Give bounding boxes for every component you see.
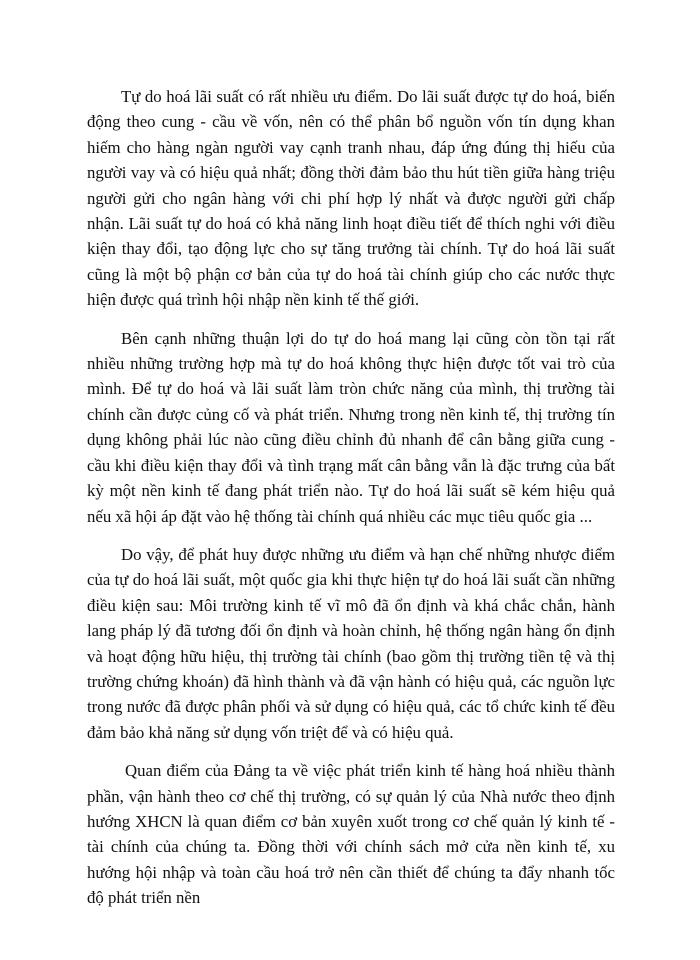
paragraph-liberalization-conditions: Do vậy, để phát huy được những ưu điểm và hạn chế những nhược điểm của tự do hoá lãi suất, một quốc gia khi thực hiện tự do hoá lãi suất cần những điều kiện sau: Môi trường kinh tế vĩ mô đã ổn định và khá chắc chắn, hành lang pháp lý đã tương đối ổn định và hoàn chỉnh, hệ thống ngân hàng ổn định và hoạt động hữu hiệu, thị trường tài chính (bao gồm thị trường tiền tệ và thị trường chứng khoán) đã hình thành và đã vận hành có hiệu quả, các nguồn lực trong nước đã được phân phối và sử dụng có hiệu quả, các tổ chức kinh tế đều đảm bảo khả năng sử dụng vốn triệt để và có hiệu quả. xyxy=(87,544,615,742)
paragraph-interest-rate-liberalization-advantages: Tự do hoá lãi suất có rất nhiều ưu điểm. Do lãi suất được tự do hoá, biến động theo cung - cầu về vốn, nên có thể phân bổ nguồn vốn tín dụng khan hiếm cho hàng ngàn người vay cạnh tranh nhau, đáp ứng đúng thị hiếu của người vay và có hiệu quả nhất; đồng thời đảm bảo thu hút tiền giữa hàng triệu người gửi cho ngân hàng với chi phí hợp lý nhất và được người gửi chấp nhận. Lãi suất tự do hoá có khả năng linh hoạt điều tiết để thích nghi với điều kiện thay đổi, tạo động lực cho sự tăng trưởng tài chính. Tự do hoá lãi suất cũng là một bộ phận cơ bản của tự do hoá tài chính giúp cho các nước thực hiện được quá trình hội nhập nền kinh tế thế giới. xyxy=(87,87,615,310)
document-body xyxy=(87,84,615,924)
paragraph-party-viewpoint: Quan điểm của Đảng ta về việc phát triển kinh tế hàng hoá nhiều thành phần, vận hành theo cơ chế thị trường, có sự quản lý của Nhà nước theo định hướng XHCN là quan điểm cơ bản xuyên xuốt trong cơ chế quản lý kinh tế - tài chính của chúng ta. Đồng thời với chính sách mở cửa nền kinh tế, xu hướng hội nhập và toàn cầu hoá trở nên cần thiết để chúng ta đẩy nhanh tốc độ phát triển nền xyxy=(87,761,615,908)
paragraph-liberalization-limitations: Bên cạnh những thuận lợi do tự do hoá mang lại cũng còn tồn tại rất nhiều những trường hợp mà tự do hoá không thực hiện được tốt vai trò của mình. Để tự do hoá và lãi suất làm tròn chức năng của mình, thị trường tài chính cần được củng cố và phát triển. Nhưng trong nền kinh tế, thị trường tín dụng không phải lúc nào cũng điều chỉnh đủ nhanh để cân bằng giữa cung - cầu khi điều kiện thay đổi và tình trạng mất cân bằng vẫn là đặc trưng của bất kỳ một nền kinh tế đang phát triển nào. Tự do hoá lãi suất sẽ kém hiệu quả nếu xã hội áp đặt vào hệ thống tài chính quá nhiều các mục tiêu quốc gia ... xyxy=(87,328,615,526)
